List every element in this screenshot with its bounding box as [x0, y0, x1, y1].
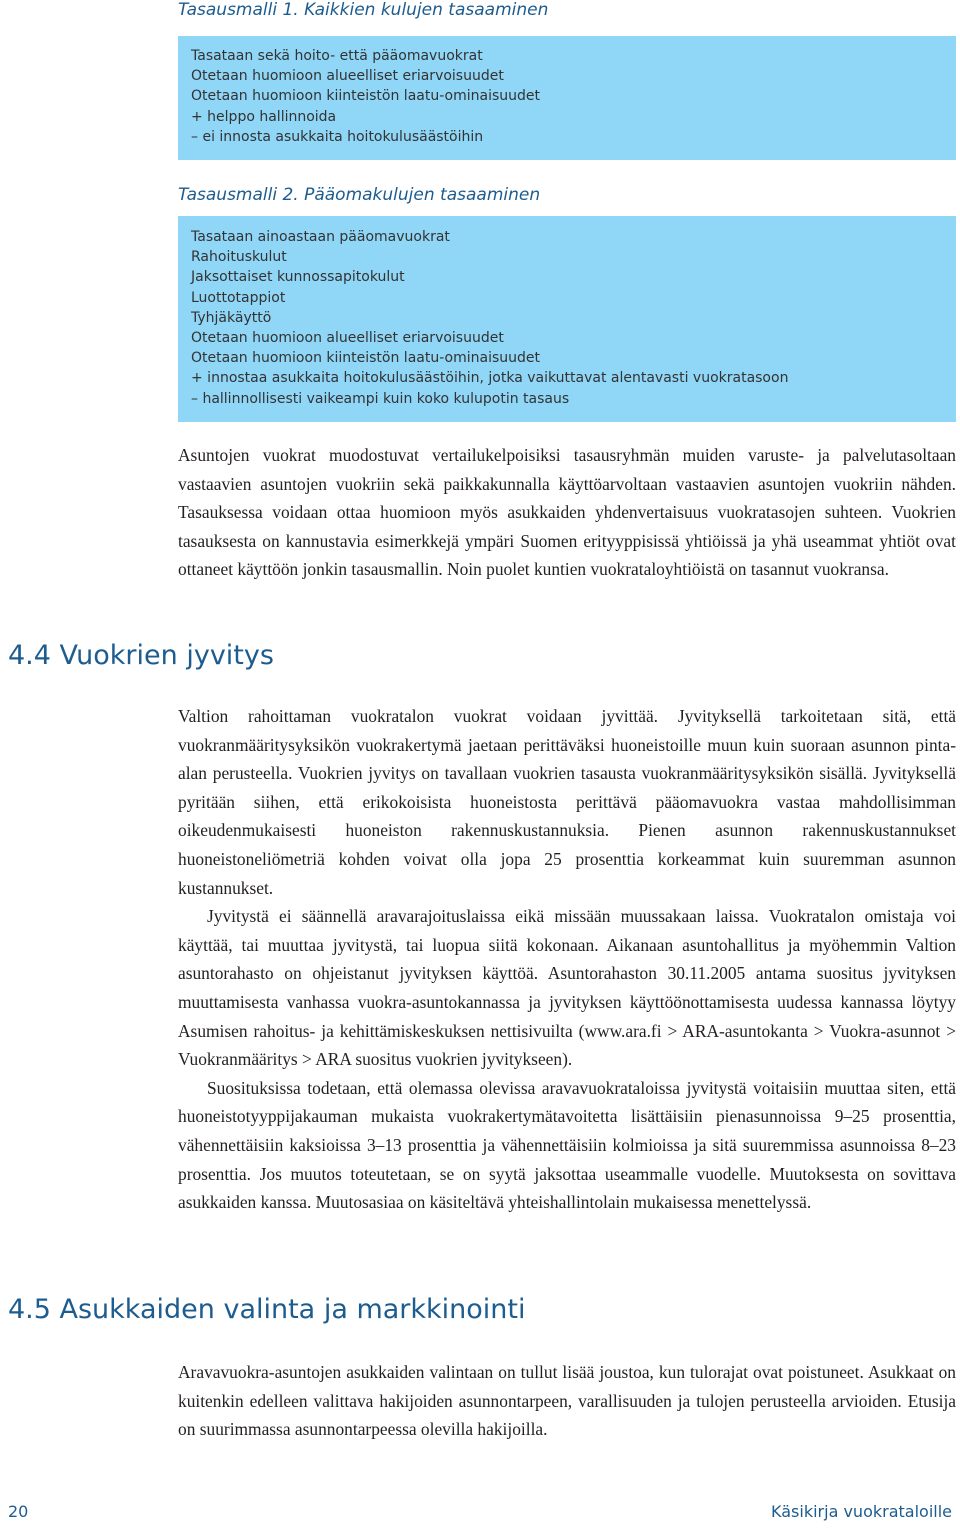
- section-4-4-text: [178, 702, 956, 1217]
- model-1-line: + helppo hallinnoida: [191, 108, 337, 125]
- model-1-line: – ei innosta asukkaita hoitokulusäästöihin: [191, 128, 484, 145]
- model-2-line: Tasataan ainoastaan pääomavuokrat: [191, 229, 450, 245]
- body-paragraph: Aravavuokra-asuntojen asukkaiden valintaan on tullut lisää joustoa, kun tulorajat ovat poistuneet. Asukkaat on kuitenkin edelleen valittava hakijoiden asunnontarpeen, varallisuuden ja tulojen perusteella arvioiden. Etusija on suurimmassa asunnontarpeessa olevilla hakijoilla.: [178, 1362, 956, 1440]
- model-2-box: [178, 216, 956, 422]
- model-2-line: Tyhjäkäyttö: [191, 309, 272, 326]
- model-2-line: Luottotappiot: [191, 289, 286, 306]
- model-1-line: Otetaan huomioon kiinteistön laatu-ominaisuudet: [191, 88, 540, 105]
- body-paragraph: Asuntojen vuokrat muodostuvat vertailukelpoisiksi tasausryhmän muiden varuste- ja palvelutasoltaan vastaavien asuntojen vuokriin sekä paikkakunnalla käyttöarvoltaan vastaavien asuntojen vuokriin nähden. Tasauksessa voidaan ottaa huomioon myös asukkaiden yhdenvertaisuus vuokratasojen suhteen. Vuokrien tasauksesta on kannustavia esimerkkejä ympäri Suomen erityyppisissä yhtiöissä ja yhä useammat yhtiöt ovat ottaneet käyttöön jonkin tasausmallin. Noin puolet kuntien vuokrataloyhtiöistä on tasannut vuokransa.: [178, 445, 956, 580]
- model-2-line: Jaksottaiset kunnossapitokulut: [191, 269, 405, 286]
- body-paragraph: Jyvitystä ei säännellä aravarajoituslaissa eikä missään muussakaan laissa. Vuokratalon omistaja voi käyttää, tai muuttaa jyvitystä, tai luopua siitä kokonaan. Aikanaan asuntohallitus ja myöhemmin Valtion asuntorahasto on ohjeistanut jyvityksen käyttöä. Asuntorahaston 30.11.2005 antama suositus jyvityksen muuttamisesta vanhassa vuokra-asuntokannassa ja jyvityksen käyttöönottamisesta uudessa kannassa löytyy Asumisen rahoitus- ja kehittämiskeskuksen nettisivuilta (www.ara.fi > ARA-asuntokanta > Vuokra-asunnot > Vuokranmääritys > ARA suositus vuokrien jyvitykseen).: [178, 906, 956, 1070]
- model-1-title: Tasausmalli 1. Kaikkien kulujen tasaaminen: [178, 0, 549, 20]
- model-1-line: Otetaan huomioon alueelliset eriarvoisuudet: [191, 68, 504, 85]
- model-2-line: Otetaan huomioon alueelliset eriarvoisuudet: [191, 330, 504, 347]
- footer-book-title: Käsikirja vuokrataloille: [771, 1502, 952, 1521]
- model-2-line: Otetaan huomioon kiinteistön laatu-ominaisuudet: [191, 350, 540, 367]
- model-1-box: [178, 36, 956, 160]
- page-number: 20: [8, 1502, 29, 1521]
- body-paragraph: Valtion rahoittaman vuokratalon vuokrat voidaan jyvittää. Jyvityksellä tarkoitetaan sitä, että vuokranmääritysyksikön vuokrakertymä jaetaan perittäväksi huoneistoille muun kuin suoraan asunnon pinta-alan perusteella. Vuokrien jyvitys on tavallaan vuokrien tasausta vuokranmääritysyksikön sisällä. Jyvityksellä pyritään siihen, että erikokoisista huoneistosta perittävä pääomavuokra vastaa mahdollisimman oikeudenmukaisesti huoneiston rakennuskustannuksia. Pienen asunnon rakennuskustannukset huoneistoneliömetriä kohden voivat olla jopa 25 prosenttia korkeammat kuin suuremman asunnon kustannukset.: [178, 706, 956, 898]
- section-4-5-heading: 4.5 Asukkaiden valinta ja markkinointi: [8, 1294, 526, 1325]
- model-1-line: Tasataan sekä hoito- että pääomavuokrat: [191, 48, 483, 64]
- intro-text: [178, 441, 956, 584]
- model-2-line: Rahoituskulut: [191, 249, 287, 266]
- section-4-5-text: [178, 1358, 956, 1444]
- model-2-title: Tasausmalli 2. Pääomakulujen tasaaminen: [178, 185, 541, 205]
- model-2-line: – hallinnollisesti vaikeampi kuin koko kulupotin tasaus: [191, 390, 570, 407]
- section-4-4-heading: 4.4 Vuokrien jyvitys: [8, 640, 274, 671]
- model-2-line: + innostaa asukkaita hoitokulusäästöihin, jotka vaikuttavat alentavasti vuokratasoon: [191, 370, 789, 387]
- body-paragraph: Suosituksissa todetaan, että olemassa olevissa aravavuokrataloissa jyvitystä voitaisiin muuttaa siten, että huoneistotyyppijakauman mukaista vuokrakertymätavoitetta lisättäisiin pienasunnoissa 9–25 prosenttia, vähennettäisiin kaksioissa 3–13 prosenttia ja vähennettäisiin kolmioissa ja sitä suuremmissa asunnoissa 8–23 prosenttia. Jos muutos toteutetaan, se on syytä jaksottaa useammalle vuodelle. Muutoksesta on sovittava asukkaiden kanssa. Muutosasiaa on käsiteltävä yhteishallintolain mukaisessa menettelyssä.: [178, 1077, 956, 1213]
